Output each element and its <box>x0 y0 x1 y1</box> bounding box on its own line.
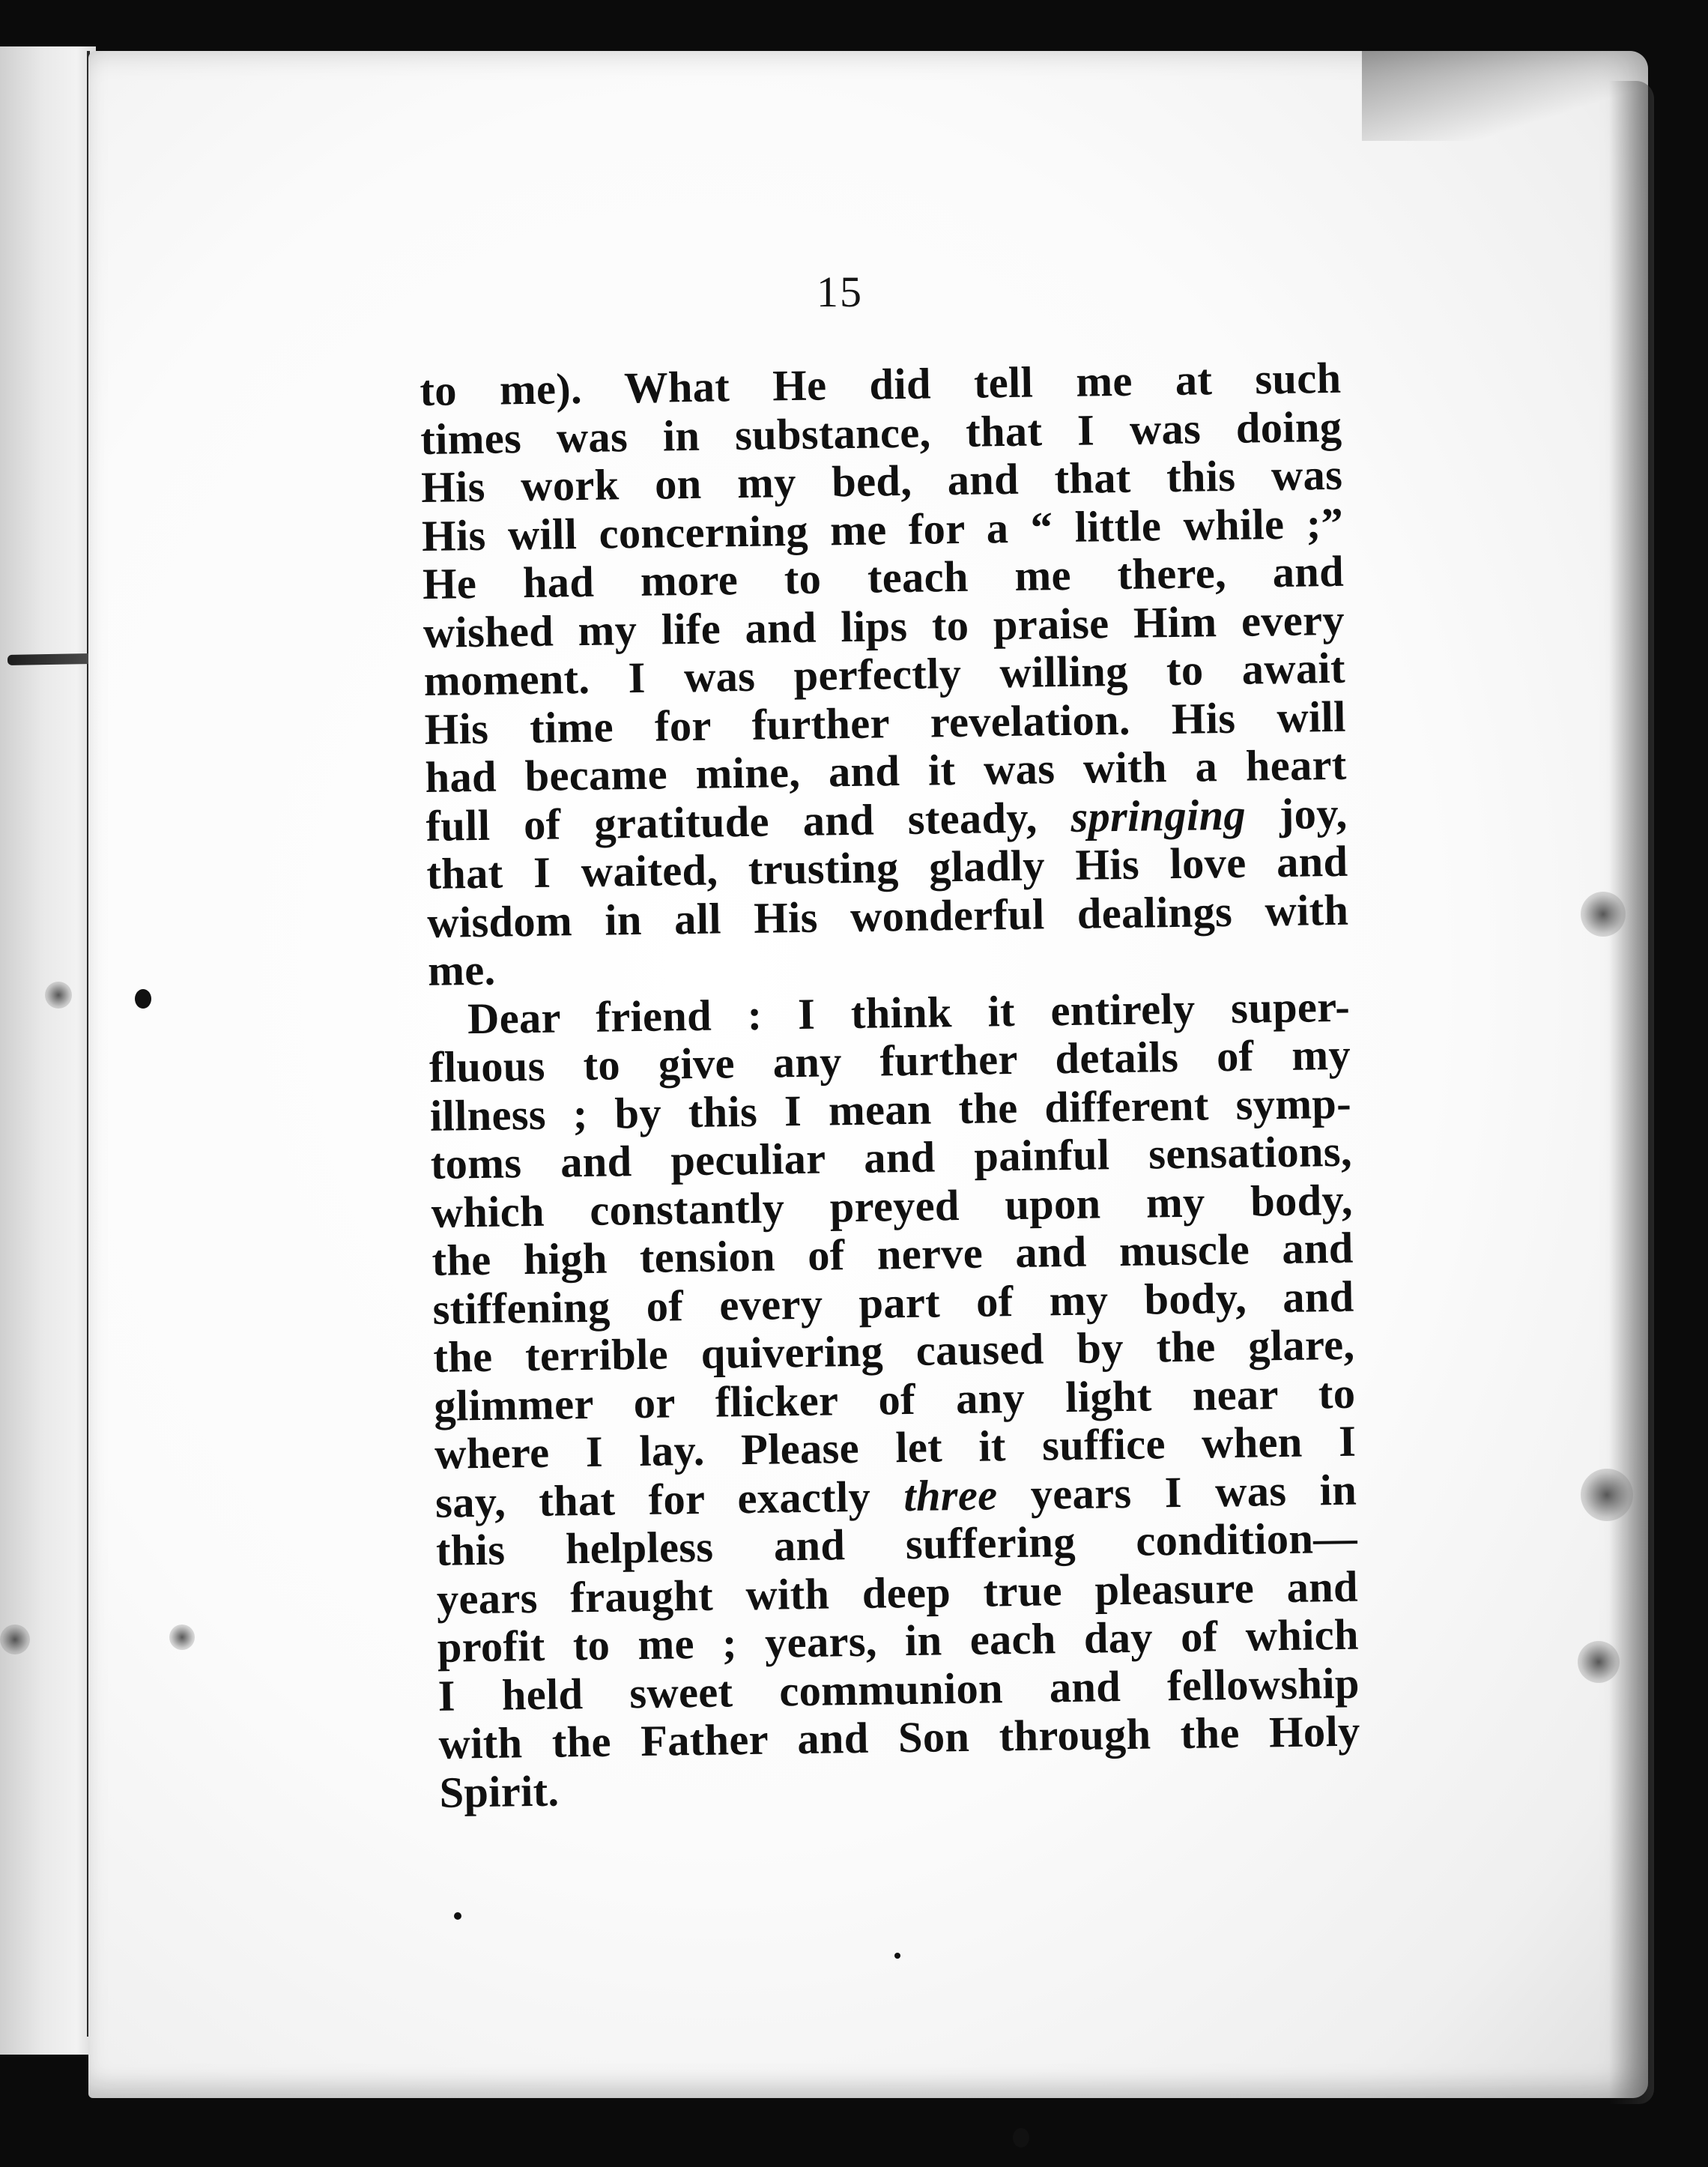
text-line: illness ; by this I mean the different symp- <box>429 1078 1352 1140</box>
previous-page-edge <box>0 46 96 2055</box>
text-line: His time for further revelation. His will <box>424 692 1347 754</box>
text-line: the terrible quivering caused by the glare, <box>432 1320 1355 1382</box>
scan-smudge <box>1581 1469 1633 1521</box>
scan-smudge <box>1578 1641 1620 1683</box>
italic-word: springing <box>1070 790 1247 841</box>
text-line: times was in substance, that I was doing <box>420 402 1342 464</box>
text-line: had became mine, and it was with a heart <box>425 740 1347 802</box>
text-line: glimmer or flicker of any light near to <box>433 1368 1356 1430</box>
text-line: wisdom in all His wonderful dealings with <box>426 885 1349 947</box>
text-run: full of gratitude and steady, <box>426 792 1071 850</box>
text-run: joy, <box>1245 788 1348 839</box>
text-line: me. <box>427 945 496 995</box>
text-run: years I was in <box>996 1465 1357 1519</box>
text-line: Spirit. <box>439 1766 560 1817</box>
body-text <box>420 354 1361 1817</box>
text-line: moment. I was perfectly willing to await <box>423 643 1346 705</box>
text-line: where I lay. Please let it suffice when I <box>434 1416 1357 1478</box>
page-number: 15 <box>817 268 863 316</box>
text-line: which constantly preyed upon my body, <box>431 1175 1354 1237</box>
italic-word: three <box>903 1469 998 1520</box>
text-line: I held sweet communion and fellowship <box>437 1658 1360 1720</box>
text-line: fluous to give any further details of my <box>428 1030 1351 1092</box>
scan-smudge <box>45 982 72 1009</box>
text-line: years fraught with deep true pleasure and <box>436 1562 1359 1624</box>
text-line: stiffening of every part of my body, and <box>432 1272 1354 1334</box>
text-line: the high tension of nerve and muscle and <box>431 1223 1354 1285</box>
text-line: Dear friend : I think it entirely super- <box>467 982 1351 1043</box>
dust-speck <box>894 1953 900 1959</box>
text-line: He had more to teach me there, and <box>422 546 1345 608</box>
text-line: profit to me ; years, in each day of which <box>437 1610 1360 1672</box>
dust-speck <box>454 1912 461 1920</box>
page-edge-shadow <box>1609 81 1654 2104</box>
scan-smudge <box>1581 892 1626 937</box>
text-line: with the Father and Son through the Holy <box>438 1706 1360 1768</box>
text-line: that I waited, trusting gladly His love and <box>426 836 1348 898</box>
text-run: say, that for exactly <box>434 1471 904 1527</box>
page-corner-shadow <box>1362 51 1648 141</box>
text-line: toms and peculiar and painful sensations, <box>430 1126 1353 1188</box>
scan-smudge <box>169 1625 195 1650</box>
dust-speck <box>135 989 151 1009</box>
dust-speck <box>1013 2128 1029 2148</box>
text-line: this helpless and suffering condition— <box>435 1513 1358 1575</box>
text-line: His work on my bed, and that this was <box>420 450 1343 512</box>
scan-smudge <box>0 1625 30 1654</box>
text-line: to me). What He did tell me at such <box>419 353 1342 415</box>
text-line: His will concerning me for a “ little while ;” <box>421 498 1344 560</box>
text-line: wished my life and lips to praise Him every <box>423 595 1345 657</box>
